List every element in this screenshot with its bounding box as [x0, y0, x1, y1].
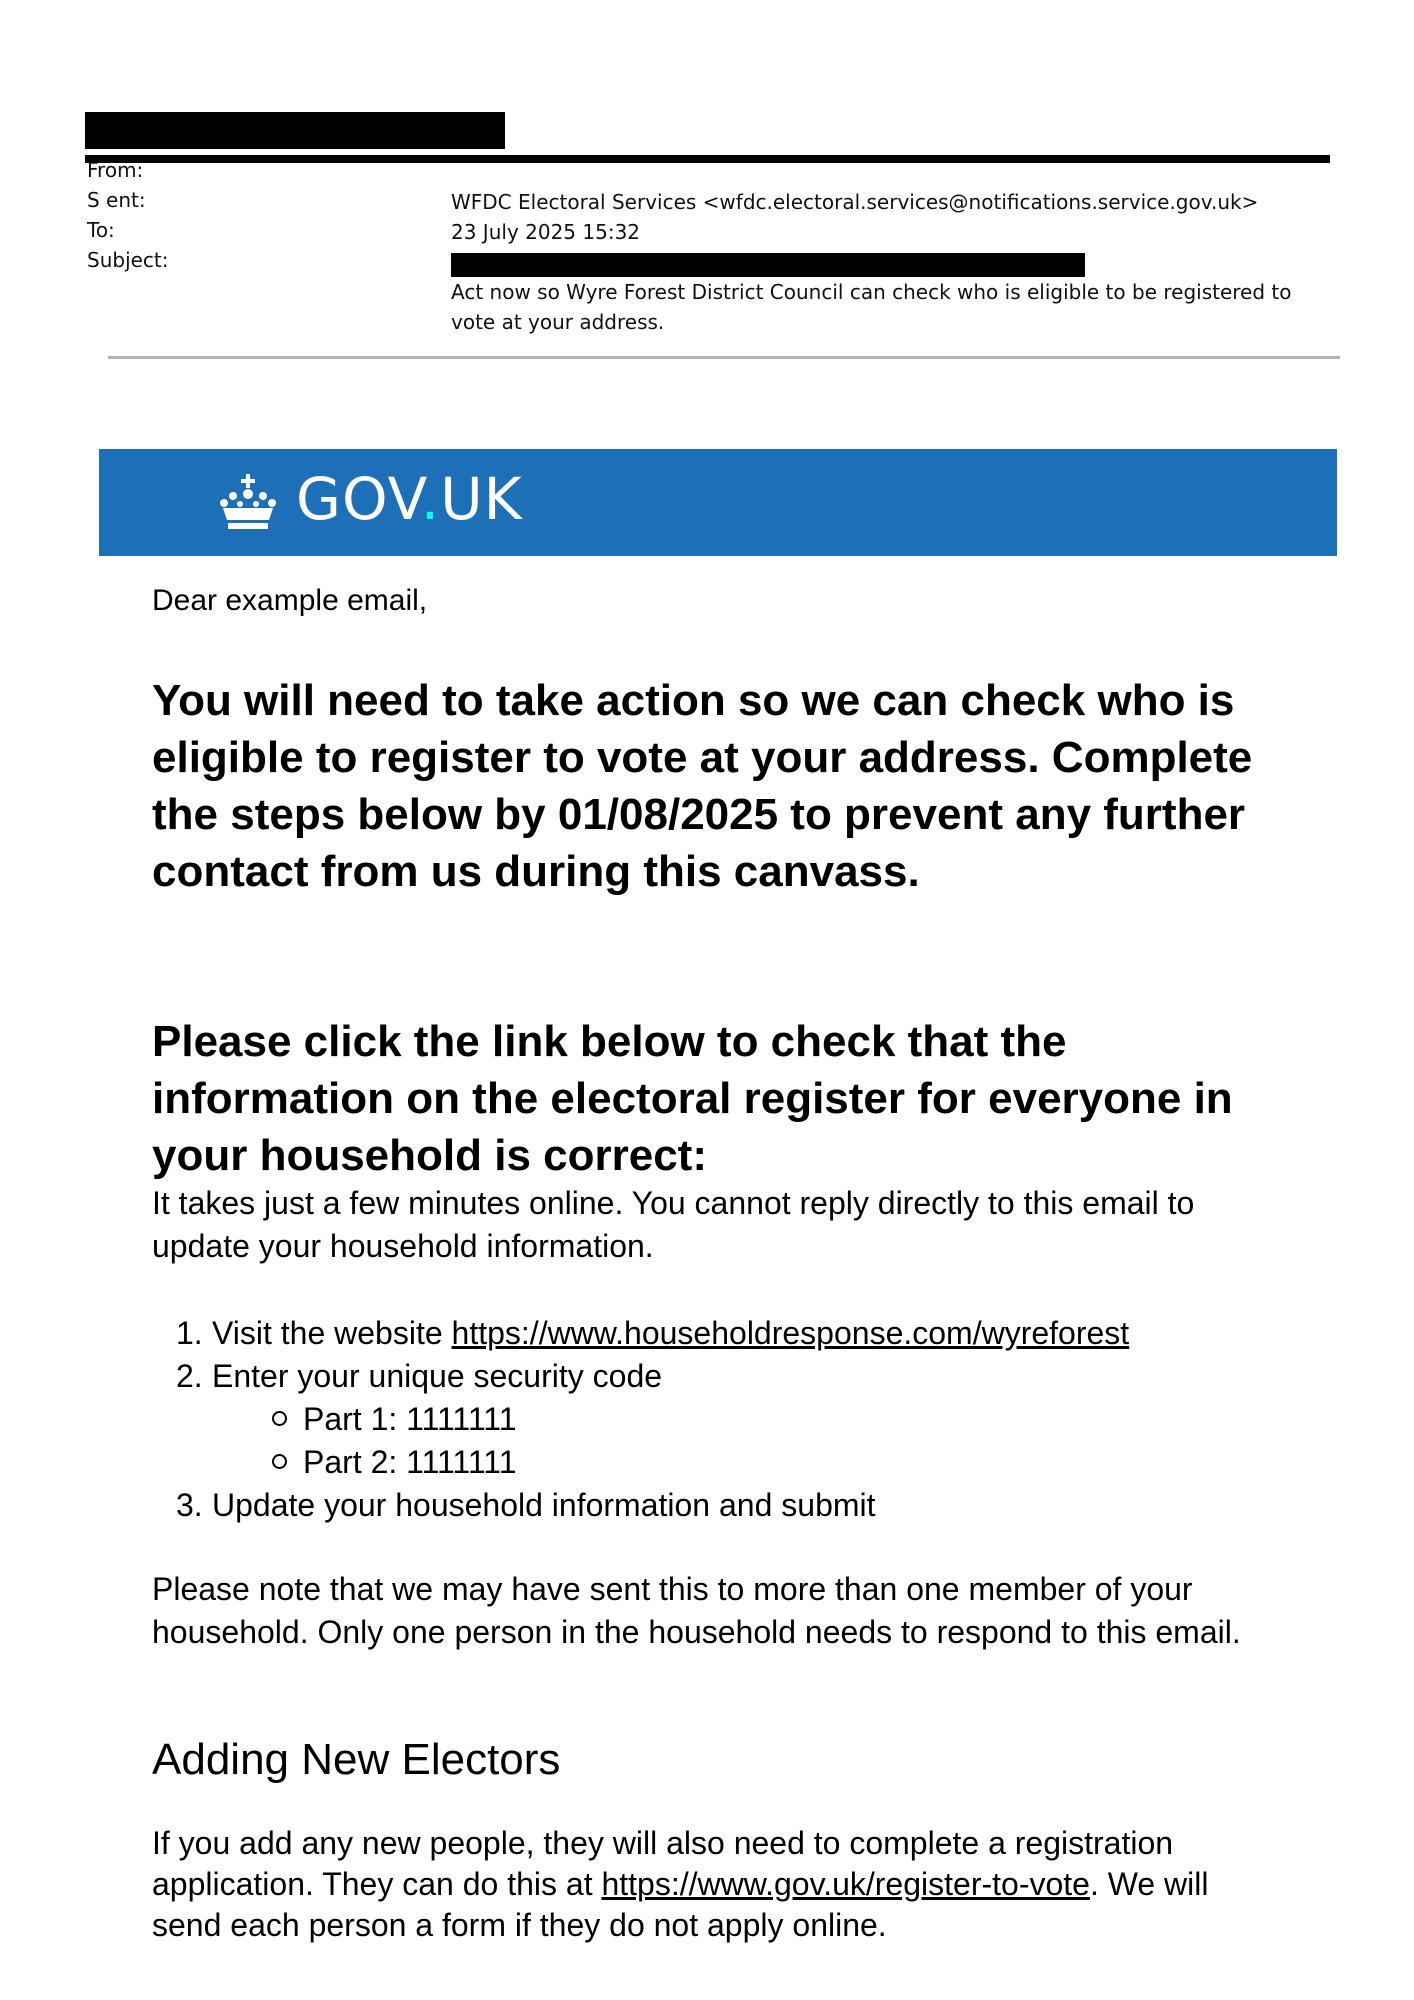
- sent-label: S ent:: [87, 188, 146, 212]
- govuk-logo-suffix: UK: [440, 465, 523, 533]
- list-item: [152, 1484, 1302, 1527]
- household-response-link[interactable]: https://www.householdresponse.com/wyreforest: [451, 1315, 1130, 1351]
- step-text: Update your household information and submit: [212, 1487, 876, 1523]
- govuk-logo-dot: .: [420, 465, 441, 533]
- security-code-parts: [212, 1398, 1302, 1484]
- header-top-rule: [85, 155, 1330, 163]
- security-code-part-1: Part 1: 1111111: [303, 1401, 517, 1437]
- list-item: [272, 1441, 1302, 1484]
- redacted-sender-name: [85, 112, 505, 149]
- from-value: WFDC Electoral Services <wfdc.electoral.services@notifications.service.gov.uk>: [451, 190, 1259, 214]
- step-text: Enter your unique security code: [212, 1358, 663, 1394]
- subject-label: Subject:: [87, 248, 169, 272]
- step-number: 1.: [176, 1315, 203, 1351]
- govuk-logo[interactable]: [296, 459, 523, 539]
- new-electors-text-end: . We will send each person a form if they do not apply online.: [152, 1866, 1209, 1943]
- list-item: [152, 1312, 1302, 1355]
- steps-list: [152, 1312, 1302, 1527]
- step-number: 2.: [176, 1358, 203, 1394]
- security-code-part-2: Part 2: 1111111: [303, 1444, 517, 1480]
- greeting: Dear example email,: [152, 584, 428, 617]
- intro-paragraph: It takes just a few minutes online. You cannot reply directly to this email to update your household information.: [152, 1185, 1195, 1264]
- click-link-heading: Please click the link below to check that the information on the electoral register for everyone in your household is correct:: [152, 1017, 1233, 1180]
- register-to-vote-link[interactable]: https://www.gov.uk/register-to-vote: [601, 1866, 1090, 1902]
- adding-new-electors-heading: Adding New Electors: [152, 1735, 561, 1784]
- header-divider: [108, 356, 1340, 359]
- step-number: 3.: [176, 1487, 203, 1523]
- new-electors-text: If you add any new people, they will also need to complete a registration application. They can do this at: [152, 1825, 1174, 1902]
- govuk-logo-text: GOV: [296, 465, 421, 533]
- sent-value: 23 July 2025 15:32: [451, 220, 641, 244]
- from-label: From:: [87, 158, 144, 182]
- household-note: Please note that we may have sent this to more than one member of your household. Only one person in the household needs to respond to this email.: [152, 1571, 1241, 1650]
- to-label: To:: [87, 218, 115, 242]
- list-item: [152, 1355, 1302, 1484]
- email-header-labels: [87, 155, 169, 275]
- list-item: [272, 1398, 1302, 1441]
- email-header-values: [451, 187, 1331, 337]
- subject-value: Act now so Wyre Forest District Council can check who is eligible to be registered to vote at your address.: [451, 280, 1292, 334]
- crown-icon: [219, 474, 277, 535]
- govuk-banner: [99, 449, 1337, 556]
- step-text: Visit the website: [212, 1315, 452, 1351]
- action-heading: You will need to take action so we can check who is eligible to register to vote at your address. Complete the steps below by 01/08/2025 to prevent any further contact from us during this canvass.: [152, 676, 1253, 896]
- new-electors-paragraph: [152, 1823, 1282, 1946]
